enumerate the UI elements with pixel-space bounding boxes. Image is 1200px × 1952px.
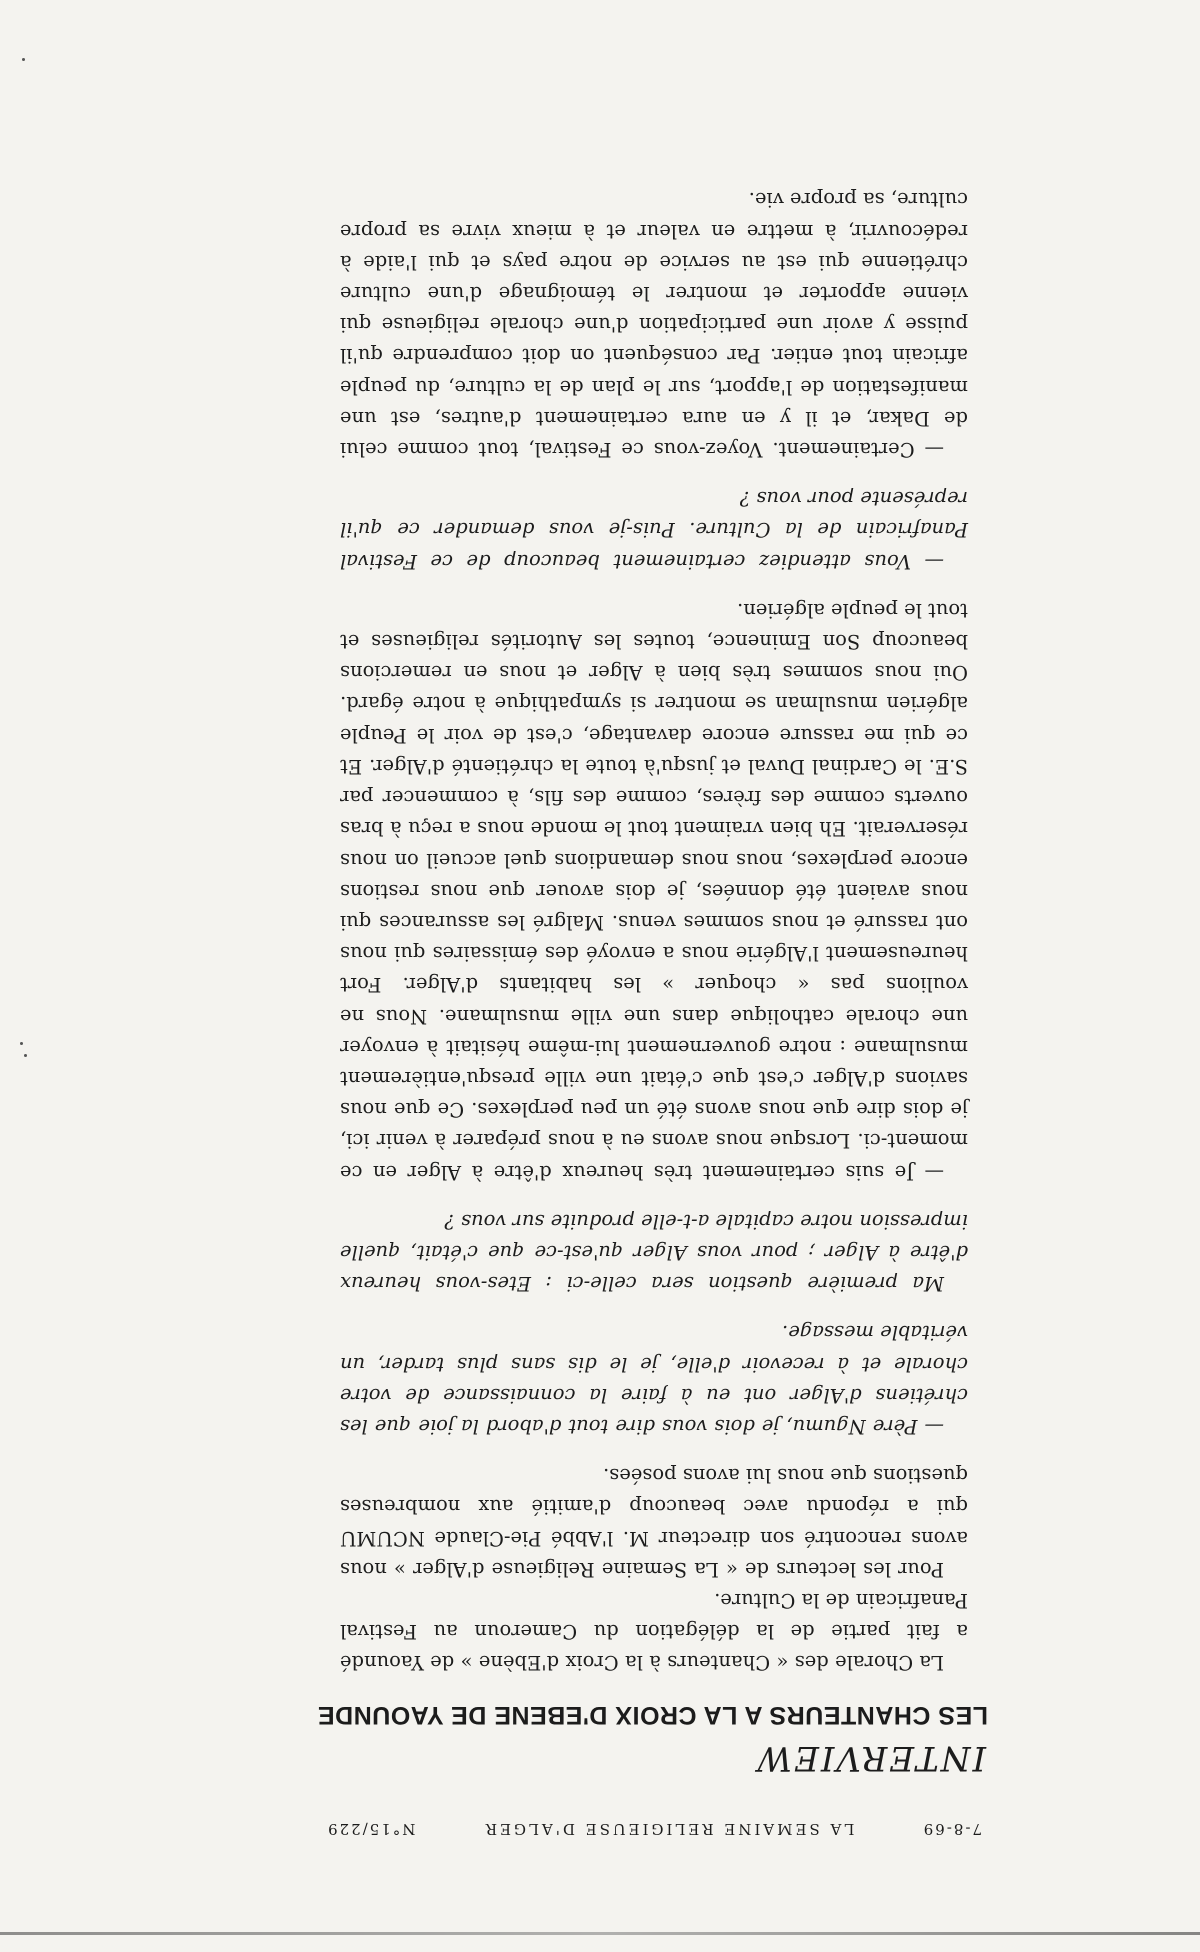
paragraph-gap bbox=[340, 1299, 968, 1317]
running-head bbox=[326, 1813, 982, 1844]
paragraph-gap bbox=[340, 577, 968, 595]
interview-answer: — Je suis certainement très heureux d'être à Alger en ce moment-ci. Lorsque nous avons eu à nous préparer à venir ici, je dois dire que nous avons été un peu perplexes. Ce que nous savions d'Alger c'est que c'était une ville presqu'entièrement musulmane : notre gouvernement lui-même hésitait à envoyer une chorale catholique dans une ville musulmane. Nous ne voulions pas « choquer » les habitants d'Alger. Fort heureusement l'Algérie nous a envoyé des émissaires qui nous ont rassuré et nous sommes venus. Malgré les assurances qui nous avaient été données, je dois avouer que nous restions encore perplexes, nous nous demandions quel accueil on nous réserverait. Eh bien vraiment tout le monde nous a reçu à bras ouverts comme des frères, comme des fils, à commencer par S.E. le Cardinal Duval et jusqu'à toute la chrétienté d'Alger. Et ce qui me rassure encore davantage, c'est de voir le Peuple algérien musulman se montrer si sympathique à notre égard. Oui nous sommes très bien à Alger et nous en remercions beaucoup Son Eminence, toutes les Autorités religieuses et tout le peuple algérien. bbox=[340, 598, 968, 1184]
article-headline: LES CHANTEURS A LA CROIX D'EBENE DE YAOUNDE bbox=[317, 1700, 988, 1729]
intro-paragraph: La Chorale des « Chanteurs à la Croix d'Ebène » de Yaoundé a fait partie de la délégation du Cameroun au Festival Panafricain de la Culture. bbox=[340, 1588, 968, 1675]
running-head-issue: N°15/229 bbox=[326, 1820, 416, 1838]
scan-speck bbox=[22, 58, 25, 61]
scan-edge-shadow bbox=[0, 1932, 1200, 1935]
interview-question: — Père Ngumu, je dois vous dire tout d'abord la joie que les chrétiens d'Alger ont eu à faire la connaissance de votre chorale et à recevoir d'elle, je le dis sans plus tarder, un véritable message. bbox=[340, 1321, 968, 1438]
section-label: INTERVIEW bbox=[755, 1737, 986, 1778]
scan-speck bbox=[24, 1054, 27, 1057]
interview-answer: — Certainement. Voyez-vous ce Festival, tout comme celui de Dakar, et il y en aura certainement d'autres, est une manifestation de l'apport, sur le plan de la culture, du peuple africain tout entier. Par conséquent on doit comprendre qu'il puisse y avoir une participation d'une chorale religieuse qui vienne apporter et montrer le témoignage d'une culture chrétienne qui est au service de notre pays et qui l'aide à redécouvrir, à mettre en valeur et à mieux vivre sa propre culture, sa propre vie. bbox=[340, 188, 968, 462]
intro-paragraph: Pour les lecteurs de « La Semaine Religieuse d'Alger » nous avons rencontré son directeur M. l'Abbé Pie-Claude NCUMU qui a répondu avec beaucoup d'amitié aux nombreuses questions que nous lui avons posées. bbox=[340, 1464, 968, 1581]
interview-question: Ma première question sera celle-ci : Etes-vous heureux d'être à Alger ; pour vous Alger qu'est-ce que c'était, quelle impression notre capitale a-t-elle produite sur vous ? bbox=[340, 1209, 968, 1296]
article-column bbox=[317, 184, 988, 1844]
running-head-date: 7-8-69 bbox=[921, 1820, 982, 1838]
interview-question: — Vous attendiez certainement beaucoup de ce Festival Panafricain de la Culture. Puis-je vous demander ce qu'il représente pour vous ? bbox=[340, 487, 968, 573]
running-head-title: LA SEMAINE RELIGIEUSE D'ALGER bbox=[482, 1820, 855, 1838]
paragraph-gap bbox=[340, 465, 968, 483]
paragraph-gap bbox=[340, 1442, 968, 1460]
paragraph-gap bbox=[340, 1188, 968, 1206]
scan-speck bbox=[20, 1042, 23, 1045]
